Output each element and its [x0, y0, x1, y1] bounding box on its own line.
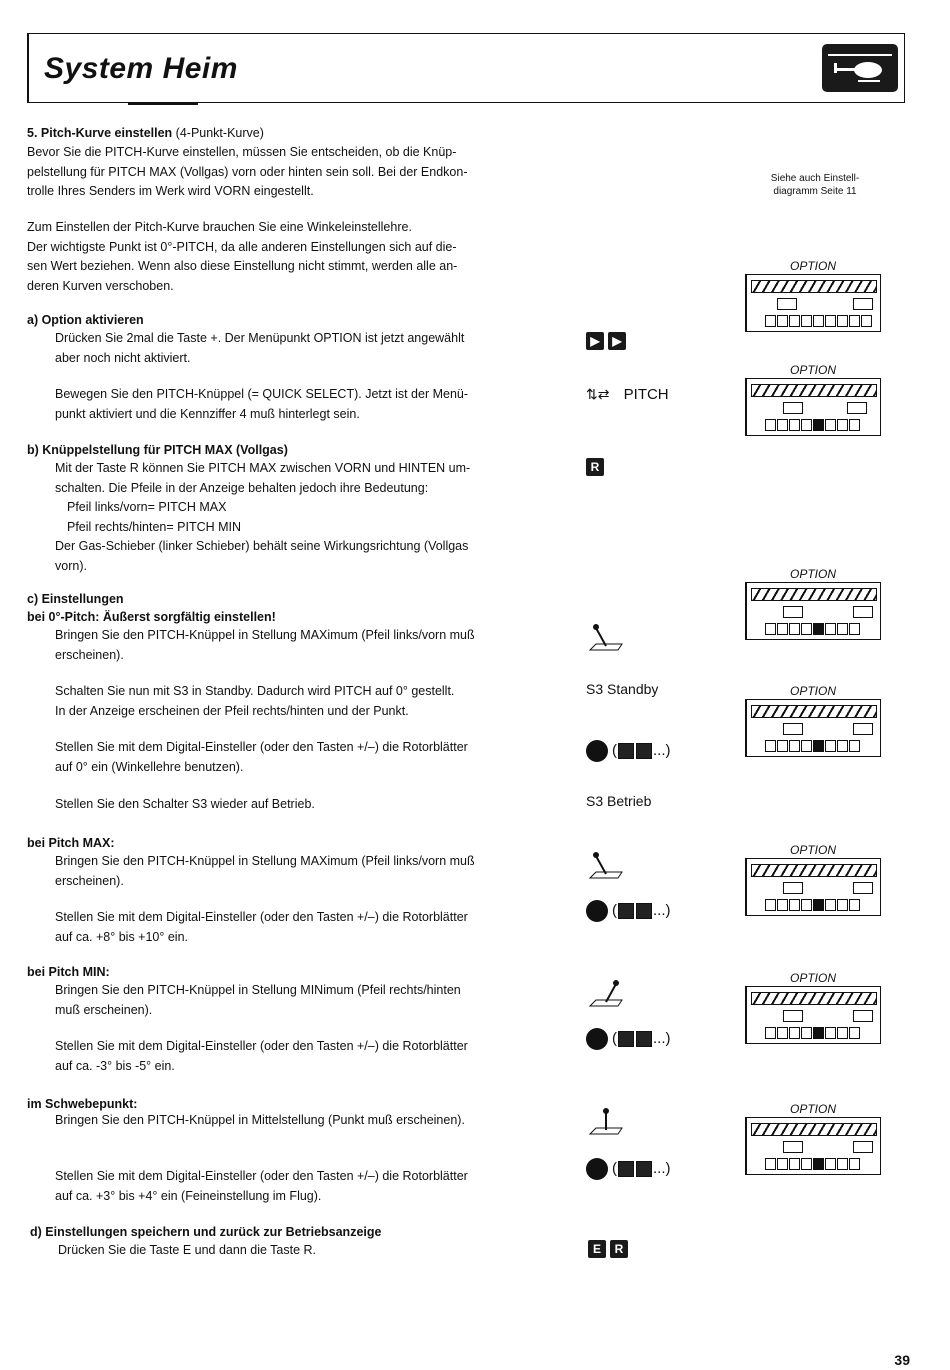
text-line: Drücken Sie die Taste E und dann die Taste R.	[58, 1243, 317, 1257]
plus-key-icon	[636, 1161, 652, 1177]
helicopter-icon	[822, 44, 898, 92]
section-b-title	[27, 441, 288, 461]
lcd-bar	[751, 280, 877, 293]
section5-intro	[27, 143, 562, 202]
plus-key-icon	[636, 903, 652, 919]
digital-dial-icon	[586, 1158, 608, 1180]
lcd-box	[783, 606, 803, 618]
section-b-text	[55, 459, 565, 576]
section5-title	[27, 124, 562, 144]
dial-adjust-row	[586, 1028, 671, 1050]
stick-back-icon	[588, 978, 624, 1012]
pitch-label: PITCH	[623, 386, 669, 403]
section-a-p2	[55, 385, 565, 424]
digital-dial-icon	[586, 900, 608, 922]
text-line: Pfeil rechts/hinten= PITCH MIN	[67, 519, 242, 534]
subheading: bei 0°-Pitch: Äußerst sorgfältig einstellen!	[27, 610, 276, 624]
text-line: trolle Ihres Senders im Werk wird VORN eingestellt.	[27, 184, 314, 198]
lcd-box	[853, 723, 873, 735]
stick-forward-icon	[588, 850, 624, 884]
s3-standby-label: S3 Standby	[586, 681, 659, 697]
lcd-box	[853, 606, 873, 618]
c-min-p2	[55, 1037, 565, 1076]
paren: (	[612, 1159, 617, 1177]
header-underline	[128, 103, 198, 105]
section-d-line	[58, 1241, 568, 1261]
heading: d) Einstellungen speichern und zurück zur Betriebsanzeige	[30, 1225, 382, 1239]
text-line: erscheinen).	[55, 873, 124, 888]
lcd-display	[745, 259, 881, 321]
e-r-keys	[588, 1240, 632, 1258]
text-line: Bevor Sie die PITCH-Kurve einstellen, müssen Sie entscheiden, ob die Knüp-	[27, 145, 457, 159]
text-line: vorn).	[55, 558, 87, 573]
lcd-cells	[765, 623, 860, 635]
section-a-title	[27, 311, 144, 331]
c-max-p2	[55, 908, 565, 947]
text-line: Schalten Sie nun mit S3 in Standby. Dadurch wird PITCH auf 0° gestellt.	[55, 684, 455, 698]
ellipsis: ...)	[653, 901, 671, 919]
lcd-box	[783, 1141, 803, 1153]
section5-title-bold: 5. Pitch-Kurve einstellen	[27, 126, 173, 140]
next-key-icon: ▶	[608, 332, 626, 350]
lcd-title: OPTION	[789, 971, 836, 985]
lcd-frame	[745, 378, 881, 436]
subheading: bei Pitch MAX:	[27, 836, 115, 850]
minus-key-icon	[618, 1031, 634, 1047]
paren: (	[612, 741, 617, 759]
section5-para2	[27, 218, 562, 296]
lcd-bar	[751, 705, 877, 718]
lcd-box	[853, 1010, 873, 1022]
lcd-box	[783, 882, 803, 894]
lcd-cells	[765, 899, 860, 911]
text-line: Stellen Sie mit dem Digital-Einsteller (oder den Tasten +/–) die Rotorblätter	[55, 910, 468, 924]
heading: c) Einstellungen	[27, 592, 124, 606]
text-line: deren Kurven verschoben.	[27, 278, 174, 293]
plus-key-icon	[636, 1031, 652, 1047]
paren: (	[612, 901, 617, 919]
lcd-box	[853, 1141, 873, 1153]
subheading: bei Pitch MIN:	[27, 965, 110, 979]
text-line: Pfeil links/vorn= PITCH MAX	[67, 500, 227, 514]
next-key-icon: ▶	[586, 332, 604, 350]
lcd-frame	[745, 274, 881, 332]
r-key-icon: R	[610, 1240, 628, 1258]
text-line: erscheinen).	[55, 647, 124, 662]
c-sub0-p4	[55, 795, 565, 815]
text-line: Bringen Sie den PITCH-Knüppel in Stellung MAXimum (Pfeil links/vorn muß	[55, 854, 475, 868]
lcd-title: OPTION	[789, 843, 836, 857]
subheading: im Schwebepunkt:	[27, 1097, 138, 1111]
c-hover-p1	[55, 1111, 565, 1131]
text-line: auf ca. +3° bis +4° ein (Feineinstellung im Flug).	[55, 1188, 322, 1203]
lcd-cells	[765, 1027, 860, 1039]
lcd-title: OPTION	[789, 259, 836, 273]
side-note-text: Siehe auch Einstell- diagramm Seite 11	[770, 173, 860, 197]
digital-dial-icon	[586, 740, 608, 762]
text-line: muß erscheinen).	[55, 1002, 153, 1017]
lcd-frame	[745, 986, 881, 1044]
section-c-title	[27, 590, 124, 610]
paren: (	[612, 1029, 617, 1047]
lcd-bar	[751, 384, 877, 397]
text-line: Stellen Sie mit dem Digital-Einsteller (oder den Tasten +/–) die Rotorblätter	[55, 1169, 468, 1183]
lcd-frame	[745, 582, 881, 640]
dial-adjust-row	[586, 900, 671, 922]
text-line: Der wichtigste Punkt ist 0°-PITCH, da alle anderen Einstellungen sich auf die-	[27, 239, 457, 254]
lcd-bar	[751, 864, 877, 877]
dial-adjust-row	[586, 1158, 671, 1180]
c-sub0-p2	[55, 682, 565, 721]
lcd-cells	[765, 1158, 860, 1170]
lcd-title: OPTION	[789, 684, 836, 698]
lcd-cells	[765, 419, 860, 431]
text-line: Stellen Sie den Schalter S3 wieder auf Betrieb.	[55, 797, 315, 811]
page-number: 39	[894, 1352, 910, 1368]
c-sub0-p3	[55, 738, 565, 777]
r-key	[586, 458, 608, 476]
arrow-keys	[586, 332, 630, 350]
stick-move-icon: ⇅⇄	[586, 386, 610, 402]
minus-key-icon	[618, 743, 634, 759]
lcd-title: OPTION	[789, 363, 836, 377]
text-line: auf ca. -3° bis -5° ein.	[55, 1058, 175, 1073]
text-line: Stellen Sie mit dem Digital-Einsteller (oder den Tasten +/–) die Rotorblätter	[55, 740, 468, 754]
text-line: In der Anzeige erscheinen der Pfeil rechts/hinten und der Punkt.	[55, 703, 409, 718]
text-line: Mit der Taste R können Sie PITCH MAX zwischen VORN und HINTEN um-	[55, 461, 471, 475]
lcd-title: OPTION	[789, 1102, 836, 1116]
section-a-p1	[55, 329, 565, 368]
s3-betrieb-label: S3 Betrieb	[586, 793, 652, 809]
side-note	[760, 172, 870, 198]
ellipsis: ...)	[653, 741, 671, 759]
lcd-cells	[765, 315, 872, 327]
lcd-box	[783, 1010, 803, 1022]
lcd-box	[847, 402, 867, 414]
text-line: Stellen Sie mit dem Digital-Einsteller (oder den Tasten +/–) die Rotorblätter	[55, 1039, 468, 1053]
lcd-frame	[745, 858, 881, 916]
plus-key-icon	[636, 743, 652, 759]
text-line: Bringen Sie den PITCH-Knüppel in Mittelstellung (Punkt muß erscheinen).	[55, 1113, 465, 1127]
lcd-bar	[751, 588, 877, 601]
lcd-frame	[745, 699, 881, 757]
ellipsis: ...)	[653, 1029, 671, 1047]
text-line: aber noch nicht aktiviert.	[55, 350, 191, 365]
c-min-p1	[55, 981, 565, 1020]
lcd-box	[853, 882, 873, 894]
text-line: Bringen Sie den PITCH-Knüppel in Stellung MAXimum (Pfeil links/vorn muß	[55, 628, 475, 642]
text-line: Bringen Sie den PITCH-Knüppel in Stellung MINimum (Pfeil rechts/hinten	[55, 983, 461, 997]
text-line: Bewegen Sie den PITCH-Knüppel (= QUICK SELECT). Jetzt ist der Menü-	[55, 387, 469, 401]
lcd-display	[745, 684, 881, 746]
dial-adjust-row	[586, 740, 671, 762]
section5-title-rest: (4-Punkt-Kurve)	[172, 126, 264, 140]
lcd-title: OPTION	[789, 567, 836, 581]
heading: a) Option aktivieren	[27, 313, 144, 327]
text-line: pelstellung für PITCH MAX (Vollgas) vorn oder hinten sein soll. Bei der Endkon-	[27, 164, 468, 179]
lcd-box	[777, 298, 797, 310]
digital-dial-icon	[586, 1028, 608, 1050]
section-c-sub0	[27, 608, 276, 628]
lcd-display	[745, 567, 881, 629]
section-min-title	[27, 963, 110, 983]
lcd-box	[853, 298, 873, 310]
text-line: Zum Einstellen der Pitch-Kurve brauchen Sie eine Winkeleinstellehre.	[27, 220, 412, 234]
stick-forward-icon	[588, 622, 624, 656]
text-line: schalten. Die Pfeile in der Anzeige behalten jedoch ihre Bedeutung:	[55, 480, 429, 495]
pitch-indicator	[586, 386, 669, 403]
e-key-icon: E	[588, 1240, 606, 1258]
lcd-frame	[745, 1117, 881, 1175]
lcd-display	[745, 843, 881, 905]
text-line: auf 0° ein (Winkellehre benutzen).	[55, 759, 244, 774]
text-line: auf ca. +8° bis +10° ein.	[55, 929, 189, 944]
lcd-cells	[765, 740, 860, 752]
section-max-title	[27, 834, 115, 854]
lcd-box	[783, 402, 803, 414]
lcd-display	[745, 1102, 881, 1164]
heading: b) Knüppelstellung für PITCH MAX (Vollgas)	[27, 443, 288, 457]
lcd-bar	[751, 992, 877, 1005]
stick-center-icon	[588, 1106, 624, 1140]
minus-key-icon	[618, 903, 634, 919]
c-max-p1	[55, 852, 565, 891]
minus-key-icon	[618, 1161, 634, 1177]
c-sub0-p1	[55, 626, 565, 665]
text-line: punkt aktiviert und die Kennziffer 4 muß hinterlegt sein.	[55, 406, 360, 421]
lcd-bar	[751, 1123, 877, 1136]
ellipsis: ...)	[653, 1159, 671, 1177]
c-hover-p2	[55, 1167, 565, 1206]
text-line: sen Wert beziehen. Wenn also diese Einstellung nicht stimmt, werden alle an-	[27, 259, 458, 273]
section-d-title	[30, 1223, 381, 1243]
page-title: System Heim	[44, 52, 238, 85]
lcd-display	[745, 363, 881, 425]
text-line: Drücken Sie 2mal die Taste +. Der Menüpunkt OPTION ist jetzt angewählt	[55, 331, 465, 345]
text-line: Der Gas-Schieber (linker Schieber) behält seine Wirkungsrichtung (Vollgas	[55, 539, 469, 553]
r-key-icon: R	[586, 458, 604, 476]
lcd-box	[783, 723, 803, 735]
lcd-display	[745, 971, 881, 1033]
